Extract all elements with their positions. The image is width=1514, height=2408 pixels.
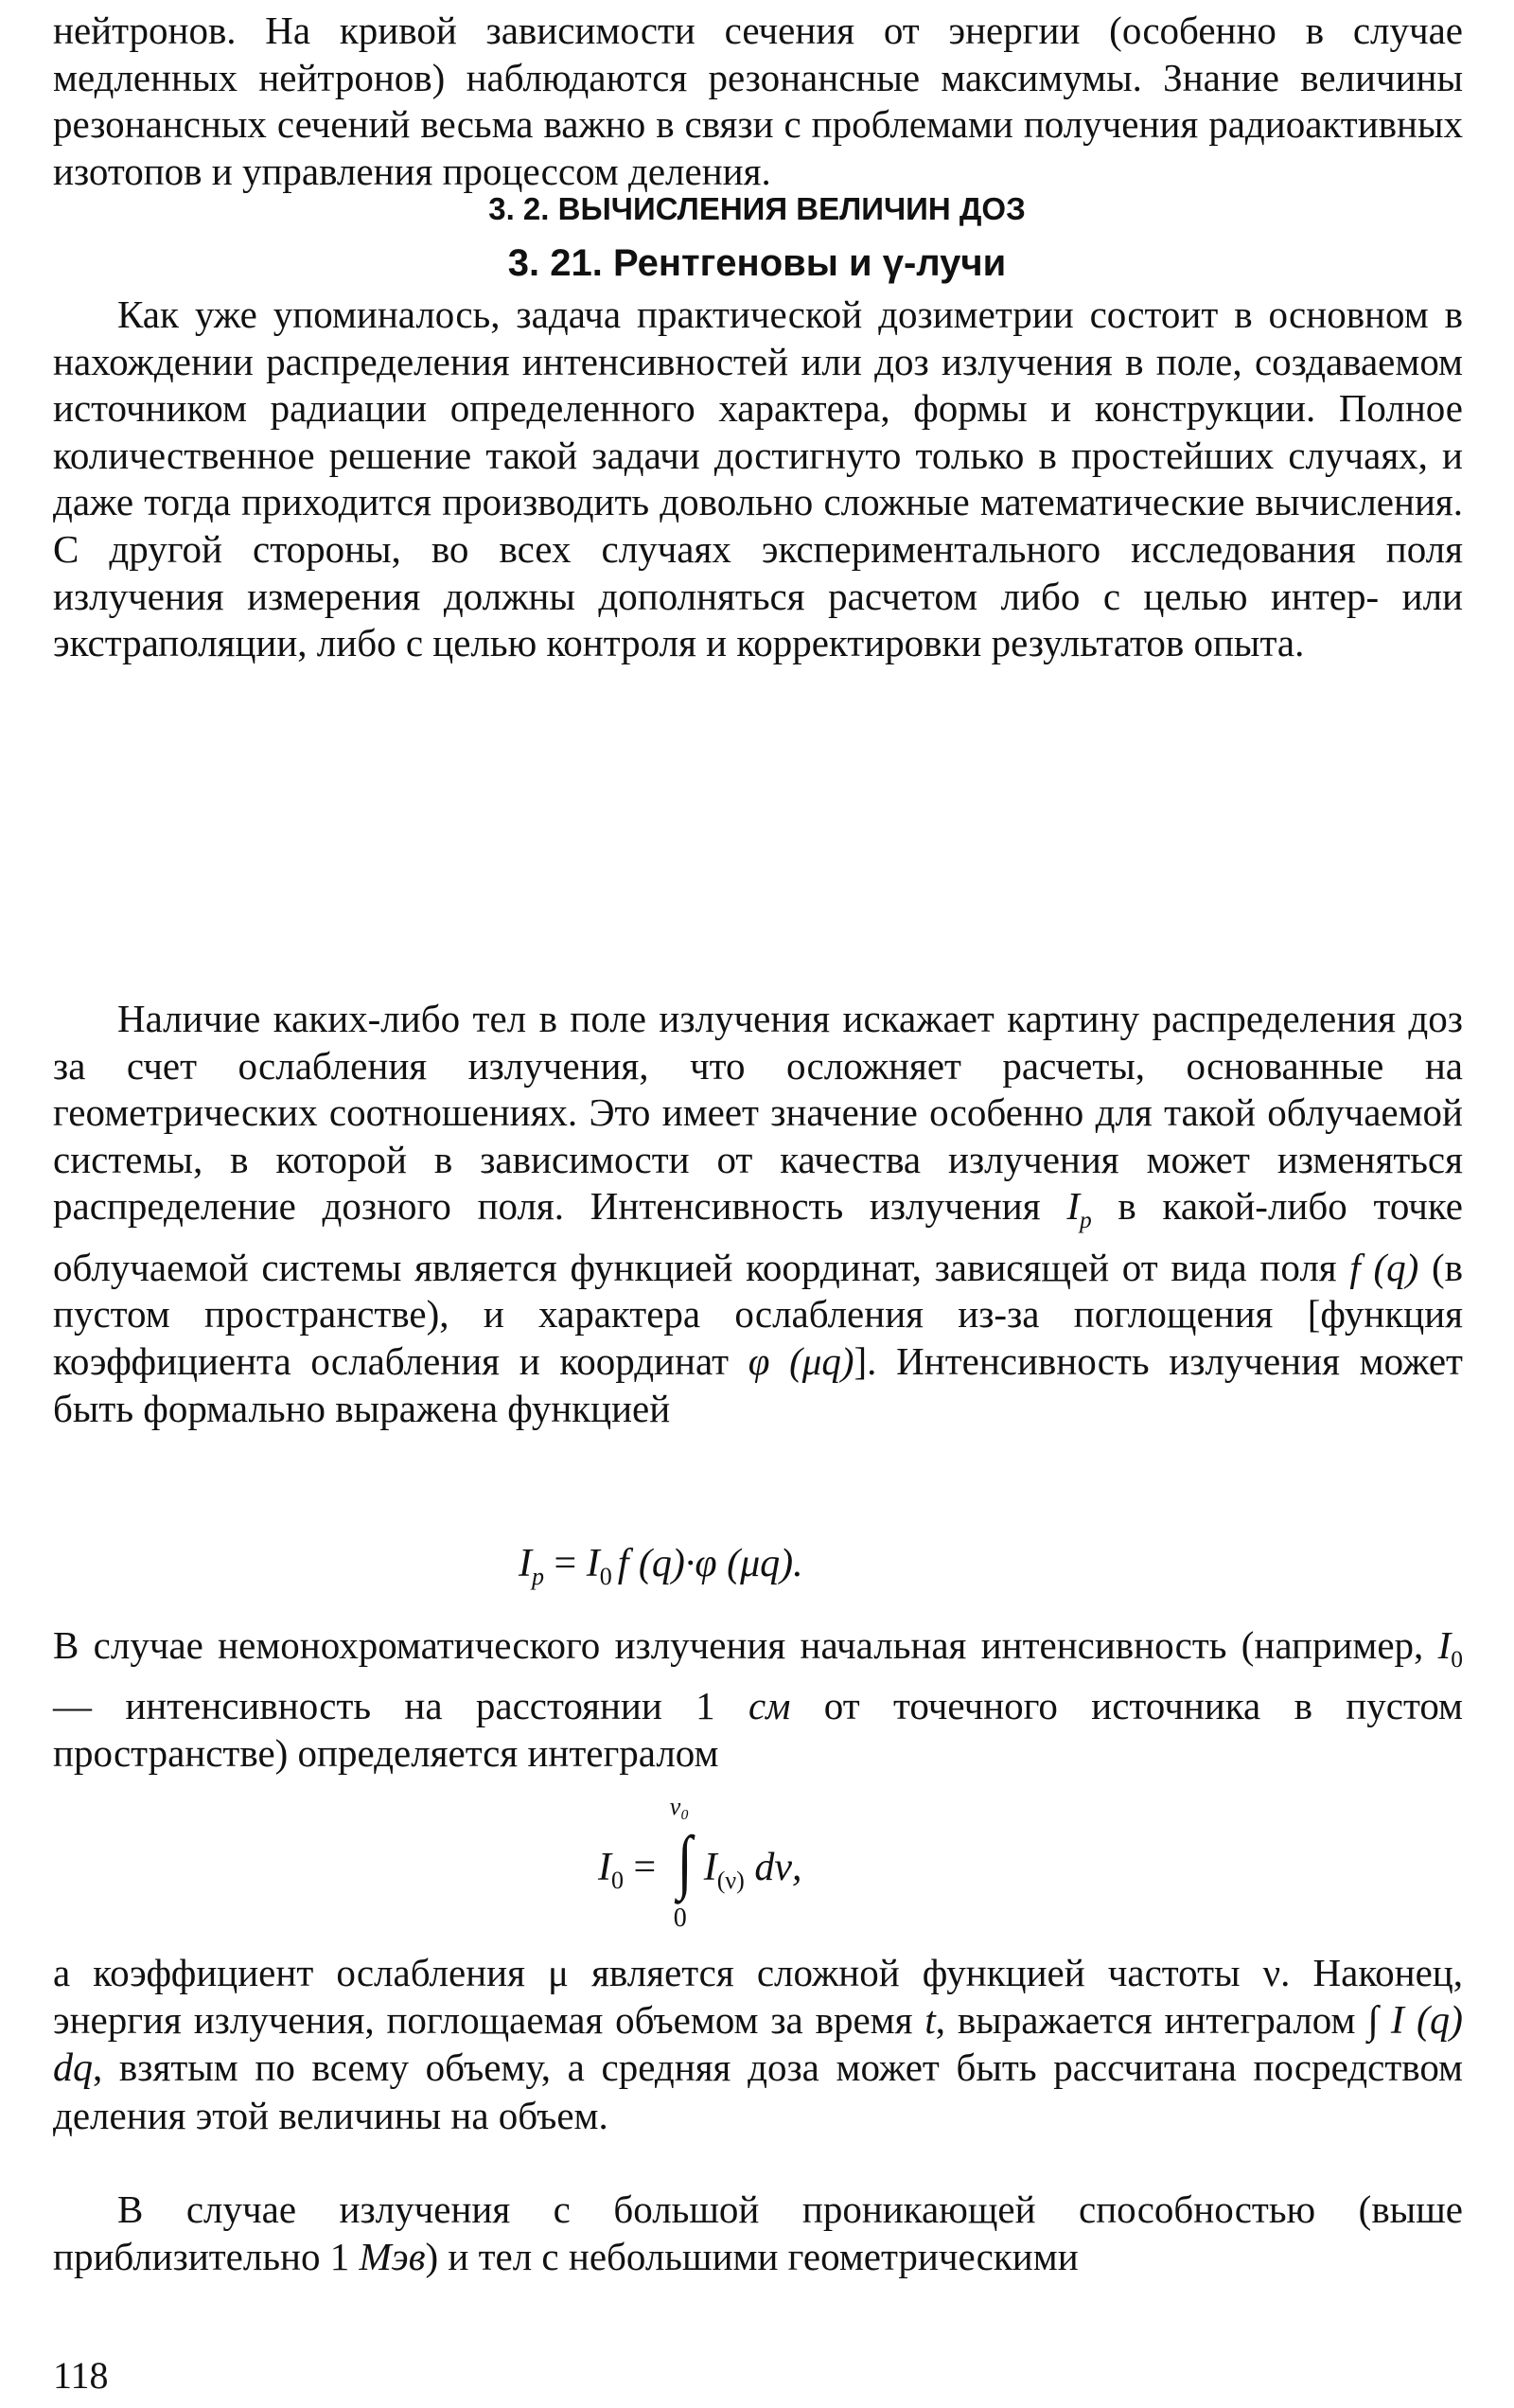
page-number: 118 bbox=[53, 2354, 109, 2397]
p2-text-1: Наличие каких-либо тел в поле излучения искажает картину распределения доз за счет ослабления излучения, что осложняет расчеты, основанные на геометрических соотношениях. Это имеет значение особенно для такой облучаемой системы, в которой в зависимости от качества излучения может изменяться распределение дозного поля. Интенсивность излучения bbox=[53, 997, 1463, 1229]
formula1-lhs: I bbox=[519, 1542, 532, 1585]
p3-text-2: — интенсивность на расстоянии 1 bbox=[53, 1684, 748, 1728]
p4-text-3: , взятым по всему объему, а средняя доза может быть рассчитана посредством деления этой величины на объем. bbox=[53, 2045, 1463, 2137]
p2-text-2: в какой-либо точке облучаемой системы является функцией координат, зависящей от вида поля bbox=[53, 1184, 1463, 1289]
p4-text-1: а коэффициент ослабления μ является сложной функцией частоты ν. Наконец, энергия излучения, поглощаемая объемом за время bbox=[53, 1951, 1463, 2042]
p5-unit: Мэв bbox=[359, 2234, 426, 2278]
field-function: f (q) bbox=[1349, 1245, 1419, 1289]
attenuation-function: φ (μq) bbox=[748, 1339, 854, 1384]
formula2-integrand-sub: (ν) bbox=[716, 1867, 745, 1895]
formula-intensity bbox=[519, 1541, 803, 1591]
paragraph-1: Как уже упоминалось, задача практической дозиметрии состоит в основном в нахождении распределения интенсивностей или доз излучения в поле, создаваемом источником радиации определенного характера, формы и конструкции. Полное количественное решение такой задачи достигнуто только в простейших случаях, и даже тогда приходится производить довольно сложные математические вычисления. С другой стороны, во всех случаях экспериментального исследования поля излучения измерения должны дополняться расчетом либо с целью интер- или экстраполяции, либо с целью контроля и корректировки результатов опыта. bbox=[53, 292, 1463, 665]
p3-unit: см bbox=[748, 1684, 791, 1728]
p2-text-3: (в пустом пространстве), и характера ослабления из-за поглощения [функция коэффициента ослабления и координат bbox=[53, 1245, 1464, 1384]
p3-text-1: В случае немонохроматического излучения начальная интенсивность (например, bbox=[53, 1623, 1438, 1667]
subsection-heading: 3. 21. Рентгеновы и γ-лучи bbox=[507, 242, 1007, 284]
formula1-equals: = bbox=[544, 1542, 587, 1585]
p5-text-2: ) и тел с небольшими геометрическими bbox=[425, 2234, 1079, 2278]
paragraph-2 bbox=[53, 996, 1463, 1432]
integral-upper-limit: ν₀ bbox=[669, 1793, 690, 1820]
p3-text-3: от точечного источника в пустом пространстве) определяется интегралом bbox=[53, 1684, 1463, 1776]
formula2-equals: = bbox=[624, 1846, 666, 1889]
formula1-i0: I bbox=[586, 1542, 600, 1585]
p3-i0-sub: 0 bbox=[1451, 1645, 1463, 1673]
formula2-integrand: I bbox=[703, 1846, 717, 1889]
intensity-symbol: I bbox=[1066, 1184, 1080, 1229]
p4-text-2: , выражается интегралом bbox=[935, 1997, 1368, 2042]
formula1-rhs: f (q)·φ (μq). bbox=[617, 1542, 803, 1585]
formula2-tail: dν, bbox=[744, 1846, 802, 1889]
formula2-lhs: I bbox=[598, 1846, 611, 1889]
paragraph-3 bbox=[53, 1622, 1463, 1778]
paragraph-4 bbox=[53, 1950, 1463, 2139]
formula1-lhs-sub: p bbox=[532, 1563, 545, 1591]
intensity-subscript: p bbox=[1079, 1207, 1092, 1234]
paragraph-5 bbox=[53, 2187, 1463, 2280]
p5-text-1: В случае излучения с большой проникающей способностью (выше приблизительно 1 bbox=[53, 2187, 1463, 2278]
p4-time: t bbox=[924, 1997, 936, 2042]
formula1-i0-sub: 0 bbox=[599, 1563, 612, 1591]
formula-integral bbox=[598, 1793, 802, 1933]
integral-sign: ν₀ ∫ 0 bbox=[669, 1793, 693, 1933]
formula2-lhs-sub: 0 bbox=[611, 1867, 625, 1895]
integral-lower-limit: 0 bbox=[673, 1903, 687, 1933]
p4-integral: ∫ I (q) dq bbox=[53, 1998, 1463, 2091]
section-heading: 3. 2. ВЫЧИСЛЕНИЯ ВЕЛИЧИН ДОЗ bbox=[488, 191, 1026, 226]
intro-paragraph: нейтронов. На кривой зависимости сечения от энергии (особенно в случае медленных нейтронов) наблюдаются резонансные максимумы. Знание величины резонансных сечений весьма важно в связи с проблемами получения радиоактивных изотопов и управления процессом деления. bbox=[53, 9, 1463, 193]
p3-i0: I bbox=[1437, 1623, 1452, 1667]
p2-text-4: ]. Интенсивность излучения может быть формально выражена функцией bbox=[53, 1339, 1463, 1430]
